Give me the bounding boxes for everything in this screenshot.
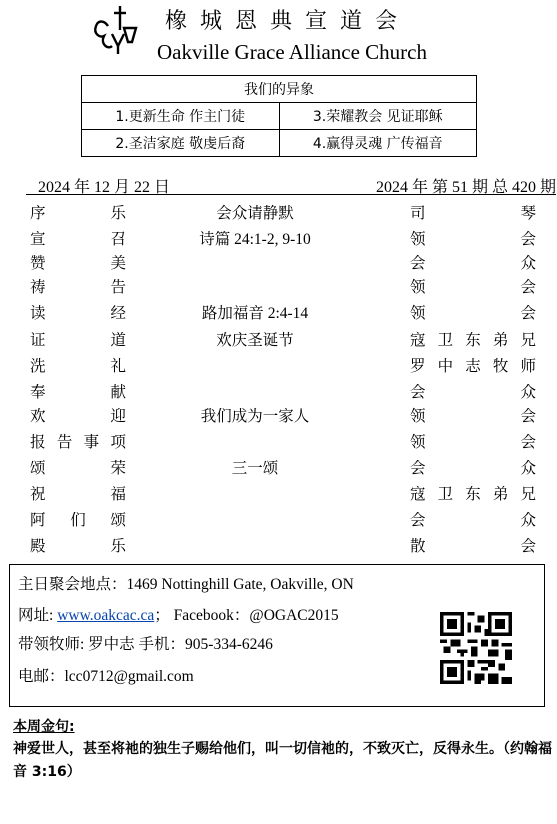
program-item-name-char: 殿 (30, 537, 46, 555)
program-item-name-char: 经 (110, 304, 126, 322)
program-item-content: 诗篇 24:1-2, 9-10 (199, 231, 311, 248)
program-item-leader-char: 司 (410, 204, 426, 222)
program-item-content: 我们成为一家人 (200, 408, 310, 425)
program-item-name-char: 召 (110, 230, 126, 248)
info-box (9, 564, 545, 707)
program-item-leader-char: 罗 (410, 357, 426, 375)
program-item-leader-char: 寇 (410, 331, 426, 349)
program-item-leader-char: 中 (437, 357, 454, 375)
program-item-name-char: 福 (110, 485, 126, 503)
program-item-leader (410, 328, 536, 350)
program-item-name (30, 275, 126, 297)
program-item-leader-char: 领 (410, 407, 426, 425)
program-item-leader (410, 456, 536, 478)
program-row (0, 430, 557, 454)
program-item-leader (410, 380, 536, 402)
program-item-leader-char: 弟 (492, 331, 509, 349)
program-item-leader-char: 众 (520, 254, 536, 272)
program-item-leader-char: 领 (410, 304, 426, 322)
program-item-leader-char: 寇 (410, 485, 426, 503)
program-row (0, 227, 557, 251)
program-item-name-char: 迎 (110, 407, 126, 425)
program-item-leader-char: 卫 (437, 485, 454, 503)
program-item-content: 三一颂 (231, 460, 279, 477)
program-item-name-char: 赞 (30, 254, 46, 272)
program-item-leader (410, 227, 536, 249)
program-item-content: 欢庆圣诞节 (216, 332, 294, 349)
program-item-name-char: 证 (30, 331, 46, 349)
program-item-name (30, 380, 126, 402)
issue-number: 2024 年 第 51 期 总 420 期 (375, 179, 556, 196)
program-item-leader-char: 志 (465, 357, 481, 375)
pastor-contact: 带领牧师: 罗中志 手机：905-334-6246 (18, 636, 273, 653)
program-item-leader (410, 482, 536, 504)
program-item-name-char: 宣 (30, 230, 46, 248)
program-row (0, 404, 557, 428)
service-date: 2024 年 12 月 22 日 (38, 179, 171, 196)
church-logo-icon (90, 4, 138, 56)
program-item-leader-char: 会 (520, 433, 536, 451)
program-item-name-char: 奉 (30, 383, 46, 401)
program-item-name-char: 告 (110, 278, 126, 296)
facebook-handle: ； Facebook：@OGAC2015 (154, 607, 339, 624)
vision-item: 3.荣耀教会 见证耶稣 (279, 103, 477, 130)
website-link[interactable]: www.oakcac.ca (57, 607, 155, 624)
program-item-name-char: 告 (56, 433, 73, 451)
program-row (0, 328, 557, 352)
program-item-leader-char: 牧 (492, 357, 509, 375)
program-item-name (30, 201, 126, 223)
vision-item: 4.赢得灵魂 广传福音 (279, 130, 477, 157)
vision-table (81, 75, 477, 157)
program-item-name (30, 508, 126, 530)
program-item-leader-char: 会 (520, 537, 536, 555)
program-item-name (30, 301, 126, 323)
program-row (0, 251, 557, 275)
program-row (0, 380, 557, 404)
program-item-name-char: 事 (83, 433, 100, 451)
program-item-leader (410, 275, 536, 297)
vision-title: 我们的异象 (82, 76, 477, 103)
program-item-name-char: 报 (30, 433, 46, 451)
program-item-leader-char: 会 (520, 304, 536, 322)
program-item-leader-char: 散 (410, 537, 426, 555)
verse-text: 神爱世人，甚至将祂的独生子赐给他们，叫一切信祂的，不致灭亡，反得永生。（约翰福音 3:16） (13, 741, 552, 780)
program-row (0, 508, 557, 532)
program-item-leader (410, 430, 536, 452)
website-label: 网址: (18, 607, 58, 624)
program-item-leader-char: 众 (520, 459, 536, 477)
program-item-name-char: 们 (70, 511, 86, 529)
email-contact: 电邮：lcc0712@gmail.com (18, 668, 194, 685)
program-item-name-char: 欢 (30, 407, 46, 425)
program-item-leader-char: 会 (520, 230, 536, 248)
program-item-name-char: 洗 (30, 357, 46, 375)
program-row (0, 534, 557, 558)
program-item-leader-char: 会 (410, 459, 426, 477)
program-item-name-char: 读 (30, 304, 46, 322)
program-item-leader-char: 众 (520, 511, 536, 529)
meeting-address: 主日聚会地点：1469 Nottinghill Gate, Oakville, ON (18, 576, 354, 593)
program-item-name-char: 项 (110, 433, 126, 451)
program-item-leader-char: 琴 (520, 204, 536, 222)
program-item-name (30, 482, 126, 504)
program-item-content: 路加福音 2:4-14 (201, 305, 309, 322)
program-item-leader-char: 众 (520, 383, 536, 401)
program-item-leader-char: 师 (520, 357, 536, 375)
program-item-leader-char: 会 (520, 278, 536, 296)
program-item-leader (410, 508, 536, 530)
program-item-leader-char: 领 (410, 278, 426, 296)
program-item-leader-char: 东 (465, 485, 481, 503)
verse-title: 本周金句: (13, 719, 75, 735)
program-item-name-char: 颂 (110, 511, 126, 529)
program-row (0, 275, 557, 299)
program-item-name (30, 404, 126, 426)
program-item-leader-char: 兄 (520, 485, 536, 503)
program-item-name-char: 阿 (30, 511, 46, 529)
program-item-name (30, 354, 126, 376)
program-item-leader-char: 卫 (437, 331, 454, 349)
program-item-name (30, 430, 126, 452)
vision-item: 1.更新生命 作主门徒 (82, 103, 280, 130)
program-item-name-char: 道 (110, 331, 126, 349)
program-item-name-char: 祷 (30, 278, 46, 296)
program-item-leader-char: 会 (410, 254, 426, 272)
program-item-name (30, 227, 126, 249)
program-item-leader (410, 534, 536, 556)
program-item-name (30, 328, 126, 350)
vision-item: 2.圣洁家庭 敬虔后裔 (82, 130, 280, 157)
program-item-leader (410, 251, 536, 273)
program-item-name (30, 251, 126, 273)
program-item-content: 会众请静默 (216, 205, 294, 222)
program-item-leader (410, 301, 536, 323)
program-row (0, 354, 557, 378)
program-item-name-char: 颂 (30, 459, 46, 477)
program-row (0, 482, 557, 506)
program-row (0, 201, 557, 225)
program-item-leader-char: 弟 (492, 485, 509, 503)
qr-code-icon[interactable] (440, 612, 512, 684)
program-item-name-char: 礼 (110, 357, 126, 375)
program-item-leader-char: 领 (410, 230, 426, 248)
program-item-name-char: 乐 (110, 204, 126, 222)
program-item-name (30, 456, 126, 478)
date-row (26, 172, 556, 195)
church-name-chinese: 橡城恩典宣道会 (165, 9, 411, 34)
program-item-name-char: 序 (30, 204, 46, 222)
program-item-name (30, 534, 126, 556)
program-item-leader (410, 354, 536, 376)
program-item-name-char: 乐 (110, 537, 126, 555)
church-name-english: Oakville Grace Alliance Church (157, 40, 427, 64)
program-item-name-char: 美 (110, 254, 126, 272)
program-row (0, 456, 557, 480)
program-item-leader-char: 兄 (520, 331, 536, 349)
program-item-name-char: 献 (110, 383, 126, 401)
program-item-leader (410, 201, 536, 223)
website-line (18, 603, 339, 625)
program-item-name-char: 祝 (30, 485, 46, 503)
program-item-leader-char: 会 (520, 407, 536, 425)
program-row (0, 301, 557, 325)
program-item-leader (410, 404, 536, 426)
program-item-leader-char: 会 (410, 383, 426, 401)
program-item-leader-char: 会 (410, 511, 426, 529)
program-item-leader-char: 东 (465, 331, 481, 349)
program-item-name-char: 荣 (110, 459, 126, 477)
program-item-leader-char: 领 (410, 433, 426, 451)
